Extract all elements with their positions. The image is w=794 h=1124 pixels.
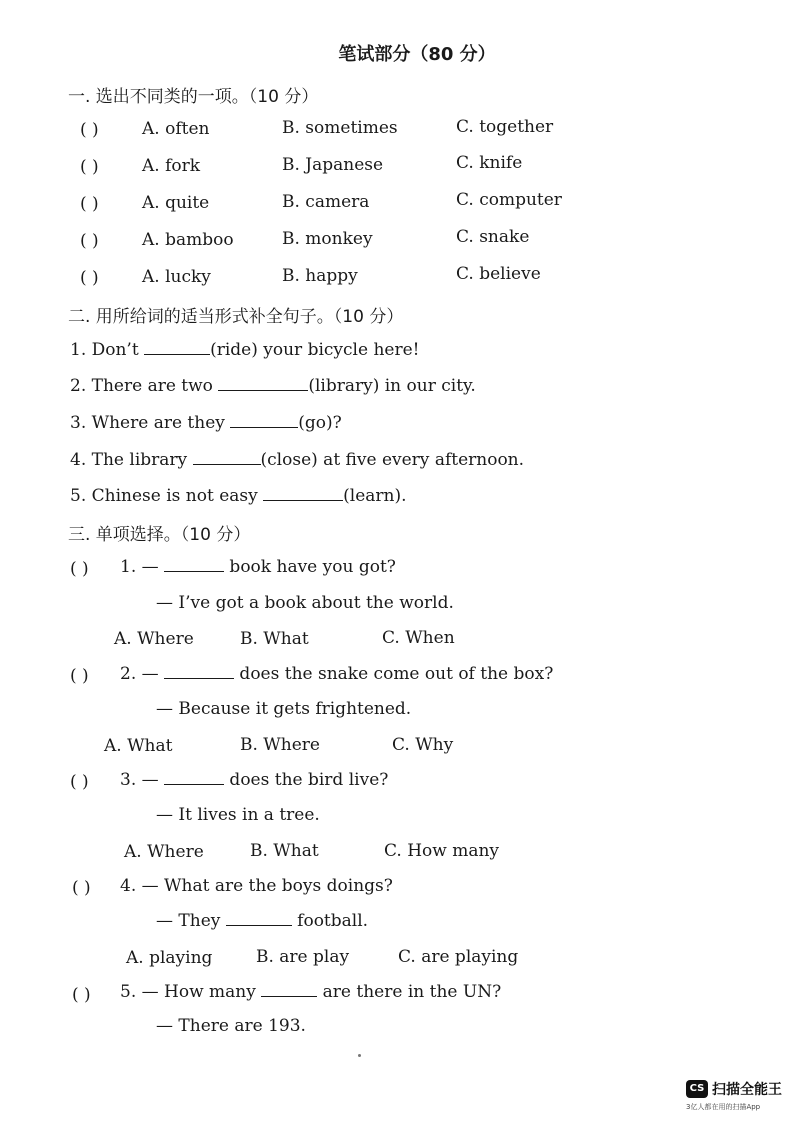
option-c: C. How many <box>384 841 500 861</box>
answer-blank[interactable] <box>193 450 261 465</box>
sentence-post: (close) at five every afternoon. <box>260 450 525 470</box>
option-c: C. Why <box>392 735 454 755</box>
option-a: A. Where <box>124 842 204 862</box>
answer-paren: ( ) <box>80 194 99 214</box>
section-2-heading: 二. 用所给词的适当形式补全句子。（10 分） <box>68 307 404 327</box>
question-number: 3. — <box>120 770 165 790</box>
question-1 <box>120 557 396 577</box>
answer-paren: ( ) <box>70 559 89 579</box>
question-2 <box>120 664 553 684</box>
camscanner-logo-icon: CS <box>686 1080 708 1098</box>
option-a: A. bamboo <box>142 230 234 250</box>
question-5 <box>120 982 501 1002</box>
option-a: A. What <box>104 736 173 756</box>
watermark-name: 扫描全能王 <box>712 1082 782 1098</box>
question-3 <box>120 770 388 790</box>
option-b: B. Where <box>240 735 320 755</box>
option-a: A. playing <box>126 948 213 968</box>
section-3-heading: 三. 单项选择。（10 分） <box>68 525 251 545</box>
section-1-heading: 一. 选出不同类的一项。（10 分） <box>68 87 319 107</box>
option-a: A. fork <box>142 156 201 176</box>
page-title: 笔试部分（80 分） <box>338 44 496 65</box>
answer-paren: ( ) <box>80 268 99 288</box>
answer-blank[interactable] <box>261 982 317 997</box>
sentence-pre: 4. The library <box>70 450 193 470</box>
question-text: are there in the UN? <box>317 982 502 1002</box>
sentence-post: (ride) your bicycle here! <box>210 340 420 360</box>
option-c: C. are playing <box>398 947 519 967</box>
answer-paren: ( ) <box>70 666 89 686</box>
question-text: book have you got? <box>224 557 396 577</box>
option-a: A. quite <box>142 193 210 213</box>
question-number: 2. — <box>120 664 165 684</box>
answer-paren: ( ) <box>80 157 99 177</box>
question-4: 4. — What are the boys doings? <box>120 876 393 896</box>
answer-pre: — They <box>156 911 226 931</box>
answer-post: football. <box>291 911 369 931</box>
option-b: B. What <box>240 629 309 649</box>
answer-blank[interactable] <box>230 413 298 428</box>
option-b: B. are play <box>256 947 350 967</box>
option-c: C. believe <box>456 264 541 284</box>
answer-blank[interactable] <box>263 486 343 501</box>
answer-blank[interactable] <box>226 911 292 926</box>
option-b: B. happy <box>282 266 358 286</box>
sentence-post: (learn). <box>343 486 407 506</box>
question-2-answer: — Because it gets frightened. <box>156 699 412 719</box>
answer-paren: ( ) <box>80 120 99 140</box>
fill-sentence-4 <box>70 450 524 470</box>
option-b: B. monkey <box>282 229 373 249</box>
answer-paren: ( ) <box>72 878 91 898</box>
question-number: 1. — <box>120 557 165 577</box>
question-number: 5. — How many <box>120 982 262 1002</box>
answer-paren: ( ) <box>80 231 99 251</box>
sentence-pre: 5. Chinese is not easy <box>70 486 264 506</box>
answer-blank[interactable] <box>144 340 210 355</box>
question-3-answer: — It lives in a tree. <box>156 805 320 825</box>
sentence-post: (go)? <box>298 413 342 433</box>
fill-sentence-5 <box>70 486 407 506</box>
scan-speck <box>358 1054 361 1057</box>
answer-paren: ( ) <box>72 985 91 1005</box>
option-b: B. Japanese <box>282 155 384 175</box>
question-1-answer: — I’ve got a book about the world. <box>156 593 454 613</box>
option-a: A. often <box>142 119 210 139</box>
sentence-post: (library) in our city. <box>308 376 476 396</box>
question-text: does the bird live? <box>224 770 389 790</box>
option-c: C. together <box>456 117 554 137</box>
answer-blank[interactable] <box>164 770 224 785</box>
fill-sentence-2 <box>70 376 476 396</box>
answer-blank[interactable] <box>164 557 224 572</box>
answer-paren: ( ) <box>70 772 89 792</box>
answer-blank[interactable] <box>164 664 234 679</box>
option-c: C. snake <box>456 227 530 247</box>
fill-sentence-1 <box>70 340 419 360</box>
option-b: B. camera <box>282 192 370 212</box>
option-a: A. Where <box>114 629 194 649</box>
question-text: does the snake come out of the box? <box>234 664 554 684</box>
watermark-tagline: 3亿人都在用的扫描App <box>686 1103 761 1111</box>
question-5-answer: — There are 193. <box>156 1016 306 1036</box>
option-c: C. When <box>382 628 455 648</box>
sentence-pre: 2. There are two <box>70 376 219 396</box>
sentence-pre: 3. Where are they <box>70 413 231 433</box>
option-b: B. What <box>250 841 319 861</box>
answer-blank[interactable] <box>218 376 308 391</box>
option-c: C. knife <box>456 153 523 173</box>
option-c: C. computer <box>456 190 562 210</box>
option-a: A. lucky <box>142 267 211 287</box>
fill-sentence-3 <box>70 413 342 433</box>
sentence-pre: 1. Don’t <box>70 340 145 360</box>
question-4-answer <box>156 911 368 931</box>
option-b: B. sometimes <box>282 118 398 138</box>
